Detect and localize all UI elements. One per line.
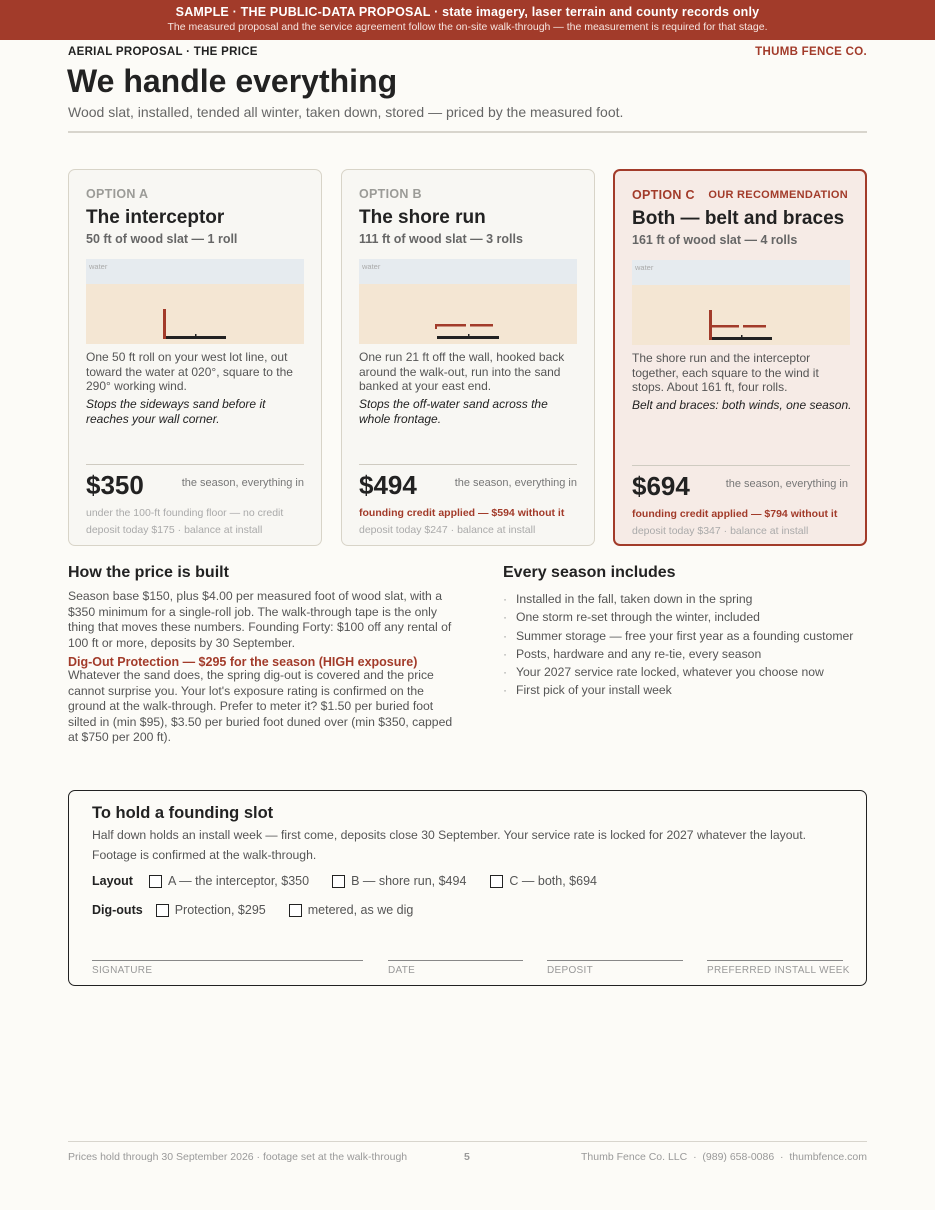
credit-note: under the 100-ft founding floor — no credit bbox=[86, 507, 284, 519]
option-label: OPTION B bbox=[359, 187, 422, 201]
water-area bbox=[359, 259, 577, 284]
water-label: water bbox=[89, 262, 108, 271]
credit-note: founding credit applied — $794 without it bbox=[632, 508, 838, 520]
checkbox[interactable] bbox=[289, 904, 302, 917]
fence-shore-run-east bbox=[743, 325, 766, 328]
option-name: The interceptor bbox=[86, 207, 225, 228]
protection-heading: Dig-Out Protection — $295 for the season (HIGH exposure) bbox=[68, 655, 418, 669]
footer-terms: Prices hold through 30 September 2026 · footage set at the walk-through bbox=[68, 1151, 408, 1163]
list-item: · Your 2027 service rate locked, whatever you choose now bbox=[503, 663, 853, 681]
water-area bbox=[632, 260, 850, 285]
digouts-label: Dig-outs bbox=[92, 903, 143, 917]
option-label: OPTION A bbox=[86, 187, 149, 201]
deposit-note: deposit today $347 · balance at install bbox=[632, 525, 809, 537]
option-description: One 50 ft roll on your west lot line, out toward the water at 020°, square to the 290° working wind. bbox=[86, 350, 293, 393]
signature-label: SIGNATURE bbox=[92, 965, 153, 976]
option-card-a bbox=[68, 169, 322, 546]
fence-shore-run-west bbox=[711, 325, 739, 328]
fence-hook bbox=[435, 324, 437, 329]
banner-subline: The measured proposal and the service agreement follow the on-site walk-through — the measurement is required for that stage. bbox=[167, 21, 768, 33]
water-label: water bbox=[362, 262, 381, 271]
date-label: DATE bbox=[388, 965, 416, 976]
price-divider bbox=[86, 464, 304, 465]
hold-title: To hold a founding slot bbox=[92, 804, 274, 822]
water-label: water bbox=[635, 263, 654, 272]
option-text: A — the interceptor, $350 bbox=[167, 874, 310, 888]
checkbox[interactable] bbox=[332, 875, 345, 888]
option-site-map bbox=[632, 260, 850, 345]
recommendation-badge: OUR RECOMMENDATION bbox=[708, 189, 848, 201]
price-period: the season, everything in bbox=[725, 478, 848, 490]
layout-option-c[interactable] bbox=[490, 874, 597, 888]
digout-option-protection[interactable] bbox=[156, 903, 266, 917]
option-description: One run 21 ft off the wall, hooked back around the walk-out, run into the sand banked at your east end. bbox=[359, 350, 565, 393]
wall-post bbox=[195, 334, 197, 337]
signature-line[interactable] bbox=[92, 960, 363, 961]
option-card-c bbox=[613, 169, 867, 546]
list-item: · Summer storage — free your first year as a founding customer bbox=[503, 627, 853, 645]
option-text: B — shore run, $494 bbox=[351, 874, 467, 888]
option-price: $694 bbox=[632, 471, 690, 501]
layout-label: Layout bbox=[92, 874, 133, 888]
option-benefit: Stops the off-water sand across the whole frontage. bbox=[359, 397, 548, 426]
price-built-heading: How the price is built bbox=[68, 564, 229, 581]
option-price: $350 bbox=[86, 470, 144, 500]
option-text: C — both, $694 bbox=[509, 874, 597, 888]
list-item: · One storm re-set through the winter, included bbox=[503, 608, 853, 626]
fence-shore-run-east bbox=[470, 324, 493, 327]
layout-option-b[interactable] bbox=[332, 874, 466, 888]
install-week-line[interactable] bbox=[707, 960, 843, 961]
water-area bbox=[86, 259, 304, 284]
fence-shore-run-west bbox=[436, 324, 466, 327]
option-benefit: Stops the sideways sand before it reaches your wall corner. bbox=[86, 397, 266, 426]
option-site-map bbox=[359, 259, 577, 344]
list-item: · Posts, hardware and any re-tie, every season bbox=[503, 645, 853, 663]
fence-interceptor bbox=[163, 309, 166, 339]
wall-post bbox=[741, 335, 743, 338]
price-built-body: Season base $150, plus $4.00 per measured foot of wood slat, with a $350 minimum for a single-roll job. The walk-through tape is the only thing that moves these numbers. Founding Forty: $100 off any rental of 100 ft or more, deposits by 30 September. bbox=[68, 589, 452, 650]
page-title: We handle everything bbox=[67, 63, 398, 99]
hold-body: Half down holds an install week — first come, deposits close 30 September. Your service rate is locked for 2027 whatever the layout. Footage is confirmed at the walk-through. bbox=[92, 828, 807, 862]
footer-divider bbox=[68, 1141, 867, 1142]
option-site-map bbox=[86, 259, 304, 344]
credit-note: founding credit applied — $594 without it bbox=[359, 507, 565, 519]
option-card-b bbox=[341, 169, 595, 546]
protection-body: Whatever the sand does, the spring dig-out is covered and the price cannot surprise you. Your lot's exposure rating is confirmed on the ground at the walk-through. Prefer to meter it? $1.50 per buried foot silted in (min $95), $3.50 per buried foot duned over (min $350, capped at $750 per 200 ft). bbox=[68, 668, 453, 744]
brand-name: THUMB FENCE CO. bbox=[755, 46, 867, 58]
checkbox[interactable] bbox=[149, 875, 162, 888]
footer-contact: Thumb Fence Co. LLC · (989) 658-0086 · thumbfence.com bbox=[581, 1151, 867, 1163]
page-subtitle: Wood slat, installed, tended all winter, taken down, stored — priced by the measured foot. bbox=[68, 104, 624, 120]
option-price: $494 bbox=[359, 470, 417, 500]
option-label: OPTION C bbox=[632, 188, 695, 202]
option-description: The shore run and the interceptor together, each square to the wind it stops. About 161 ft, four rolls. bbox=[632, 351, 819, 394]
option-name: Both — belt and braces bbox=[632, 208, 845, 229]
install-week-label: PREFERRED INSTALL WEEK bbox=[707, 965, 850, 976]
deposit-label: DEPOSIT bbox=[547, 965, 593, 976]
includes-heading: Every season includes bbox=[503, 564, 676, 581]
section-kicker: AERIAL PROPOSAL · THE PRICE bbox=[68, 46, 258, 58]
checkbox[interactable] bbox=[490, 875, 503, 888]
option-name: The shore run bbox=[359, 207, 486, 228]
deposit-note: deposit today $175 · balance at install bbox=[86, 524, 263, 536]
layout-row bbox=[92, 874, 597, 888]
includes-list bbox=[503, 590, 853, 700]
list-item: · Installed in the fall, taken down in the spring bbox=[503, 590, 853, 608]
option-spec: 50 ft of wood slat — 1 roll bbox=[86, 232, 238, 246]
option-text: metered, as we dig bbox=[307, 903, 414, 917]
hold-slot-form bbox=[68, 790, 867, 986]
option-spec: 161 ft of wood slat — 4 rolls bbox=[632, 233, 798, 247]
wall-post bbox=[468, 334, 470, 337]
price-divider bbox=[632, 465, 850, 466]
deposit-note: deposit today $247 · balance at install bbox=[359, 524, 536, 536]
option-spec: 111 ft of wood slat — 3 rolls bbox=[359, 232, 523, 246]
sample-banner bbox=[0, 0, 935, 40]
header-divider bbox=[68, 131, 867, 133]
page-number: 5 bbox=[464, 1151, 470, 1163]
option-benefit: Belt and braces: both winds, one season. bbox=[632, 398, 852, 412]
price-divider bbox=[359, 464, 577, 465]
banner-headline: SAMPLE · THE PUBLIC-DATA PROPOSAL · state imagery, laser terrain and county records only bbox=[175, 5, 760, 19]
price-period: the season, everything in bbox=[454, 477, 577, 489]
digouts-row bbox=[92, 903, 413, 917]
deposit-line[interactable] bbox=[547, 960, 683, 961]
checkbox[interactable] bbox=[156, 904, 169, 917]
layout-option-a[interactable] bbox=[149, 874, 309, 888]
price-period: the season, everything in bbox=[181, 477, 304, 489]
option-text: Protection, $295 bbox=[174, 903, 266, 917]
digout-option-metered[interactable] bbox=[289, 903, 414, 917]
list-item: · First pick of your install week bbox=[503, 681, 853, 699]
date-line[interactable] bbox=[388, 960, 523, 961]
